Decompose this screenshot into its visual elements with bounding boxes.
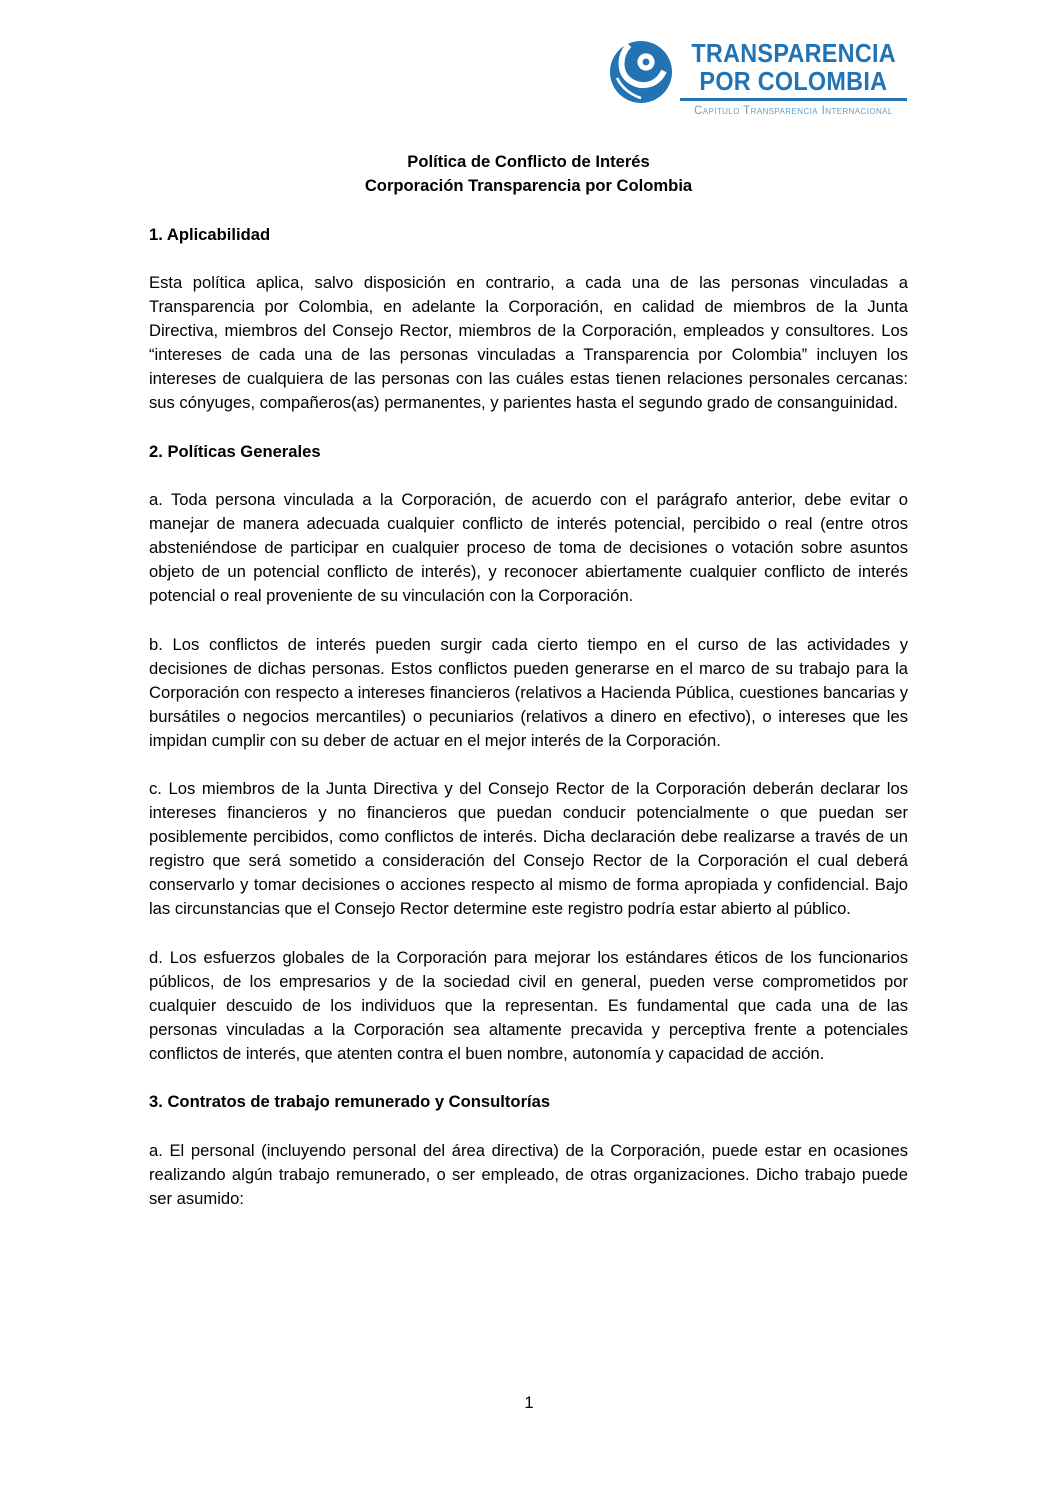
document-title-line2: Corporación Transparencia por Colombia (364, 176, 693, 195)
logo-name-line1: TRANSPARENCIA (691, 38, 896, 68)
section-1-heading: 1. Aplicabilidad (149, 224, 271, 244)
page-number: 1 (524, 1393, 534, 1412)
logo-divider (680, 98, 907, 101)
globe-person-icon (609, 40, 673, 104)
section-3-paragraph-a: a. El personal (incluyendo personal del área directiva) de la Corporación, puede estar en ocasiones realizando algún trabajo remunerado, o ser empleado, de otras organizaciones. Dicho trabajo puede ser asumido: (149, 1140, 908, 1208)
section-2-paragraph-a: a. Toda persona vinculada a la Corporación, de acuerdo con el parágrafo anterior, debe evitar o manejar de manera adecuada cualquier conflicto de interés potencial, percibido o real (entre otros absteniéndose de participar en cualquier proceso de toma de decisiones o votación sobre asuntos objeto de un potencial conflicto de interés), y reconocer abiertamente cualquier conflicto de interés potencial o real proveniente de su vinculación con la Corporación. (149, 490, 908, 605)
section-2-paragraph-b: b. Los conflictos de interés pueden surgir cada cierto tiempo en el curso de las actividades y decisiones de dichas personas. Estos conflictos pueden generarse en el marco de su trabajo para la Corporación con respecto a intereses financieros (relativos a Hacienda Pública, cuestiones bancarias y bursátiles o negocios mercantiles) o pecuniarios (relativos a dinero en efectivo), o intereses que les impidan cumplir con su deber de actuar en el mejor interés de la Corporación. (149, 634, 908, 750)
logo-subtitle: Capítulo Transparencia Internacional (693, 103, 893, 117)
logo-name-line2: POR COLOMBIA (699, 66, 888, 96)
document-title-line1: Política de Conflicto de Interés (407, 152, 650, 171)
document-title (149, 150, 908, 198)
section-2-heading: 2. Políticas Generales (149, 441, 321, 461)
section-1-paragraph: Esta política aplica, salvo disposición en contrario, a cada una de las personas vinculadas a Transparencia por Colombia, en adelante la Corporación, en calidad de miembros de la Junta Directiva, miembros del Consejo Rector, miembros de la Corporación, empleados y consultores. Los “intereses de cada una de las personas vinculadas a Transparencia por Colombia” incluyen los intereses de cualquiera de las personas con las cuáles estas tienen relaciones personales cercanas: sus cónyuges, compañeros(as) permanentes, y parientes hasta el segundo grado de consanguinidad. (149, 273, 908, 412)
logo (609, 39, 907, 118)
logo-text (680, 39, 907, 118)
section-3-heading: 3. Contratos de trabajo remunerado y Consultorías (149, 1092, 551, 1111)
section-2-paragraph-d: d. Los esfuerzos globales de la Corporación para mejorar los estándares éticos de los funcionarios públicos, de los empresarios y de la sociedad civil en general, pueden verse comprometidos por cualquier descuido de los individuos que la representan. Es fundamental que cada una de las personas vinculadas a la Corporación sea altamente precavida y perceptiva frente a potenciales conflictos de interés, que atenten contra el buen nombre, autonomía y capacidad de acción. (149, 947, 908, 1063)
section-2-paragraph-c: c. Los miembros de la Junta Directiva y del Consejo Rector de la Corporación deberán declarar los intereses financieros y no financieros que puedan conducir potencialmente o que puedan ser posiblemente percibidos, como conflictos de interés. Dicha declaración debe realizarse a través de un registro que será sometido a consideración del Consejo Rector de la Corporación el cual deberá conservarlo y tomar decisiones o acciones respecto al mismo de forma apropiada y confidencial. Bajo las circunstancias que el Consejo Rector determine este registro podría estar abierto al público. (149, 779, 908, 918)
